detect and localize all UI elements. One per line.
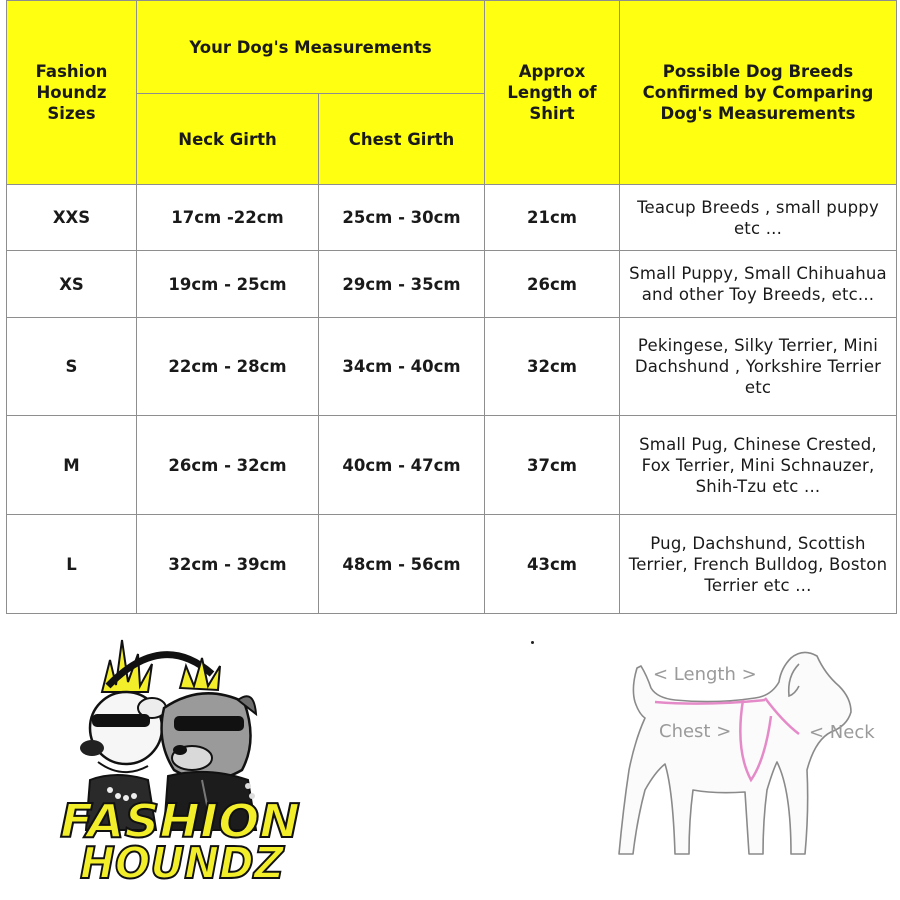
cell-length: 26cm: [485, 251, 620, 317]
cell-neck: 19cm - 25cm: [137, 251, 319, 317]
table-row: [7, 251, 897, 317]
cell-length: 21cm: [485, 185, 620, 251]
cell-neck: 22cm - 28cm: [137, 317, 319, 416]
fashion-houndz-logo: [52, 630, 312, 885]
header-chest: Chest Girth: [319, 94, 485, 185]
header-measurements: Your Dog's Measurements: [137, 1, 485, 94]
cell-chest: 48cm - 56cm: [319, 515, 485, 614]
cell-size: XXS: [7, 185, 137, 251]
cell-breeds: Teacup Breeds , small puppy etc ...: [620, 185, 897, 251]
cell-neck: 32cm - 39cm: [137, 515, 319, 614]
neck-label: < Neck: [809, 722, 875, 743]
cell-breeds: Small Puppy, Small Chihuahua and other Toy Breeds, etc...: [620, 251, 897, 317]
stray-dot: [531, 641, 534, 644]
length-label: < Length >: [653, 664, 757, 685]
logo-wordmark: [60, 794, 300, 885]
header-size: Fashion Houndz Sizes: [7, 1, 137, 185]
table-row: [7, 317, 897, 416]
table-row: [7, 185, 897, 251]
cell-chest: 34cm - 40cm: [319, 317, 485, 416]
header-length: Approx Length of Shirt: [485, 1, 620, 185]
cell-size: L: [7, 515, 137, 614]
cell-length: 37cm: [485, 416, 620, 515]
cell-chest: 25cm - 30cm: [319, 185, 485, 251]
cell-chest: 40cm - 47cm: [319, 416, 485, 515]
chest-label: Chest >: [659, 721, 732, 742]
size-chart-table: [6, 0, 897, 614]
cell-size: XS: [7, 251, 137, 317]
table-row: [7, 416, 897, 515]
cell-size: S: [7, 317, 137, 416]
cell-breeds: Pug, Dachshund, Scottish Terrier, French Bulldog, Boston Terrier etc ...: [620, 515, 897, 614]
cell-neck: 17cm -22cm: [137, 185, 319, 251]
cell-length: 43cm: [485, 515, 620, 614]
header-neck: Neck Girth: [137, 94, 319, 185]
cell-chest: 29cm - 35cm: [319, 251, 485, 317]
cell-neck: 26cm - 32cm: [137, 416, 319, 515]
cell-breeds: Small Pug, Chinese Crested, Fox Terrier, Mini Schnauzer, Shih-Tzu etc ...: [620, 416, 897, 515]
logo-line-1: FASHION: [60, 794, 300, 848]
cell-length: 32cm: [485, 317, 620, 416]
header-breeds: Possible Dog Breeds Confirmed by Comparing Dog's Measurements: [620, 1, 897, 185]
cell-breeds: Pekingese, Silky Terrier, Mini Dachshund , Yorkshire Terrier etc: [620, 317, 897, 416]
dog-measurement-diagram: [595, 640, 885, 870]
table-row: [7, 515, 897, 614]
size-chart: [6, 0, 896, 614]
cell-size: M: [7, 416, 137, 515]
logo-line-2: HOUNDZ: [80, 838, 286, 885]
